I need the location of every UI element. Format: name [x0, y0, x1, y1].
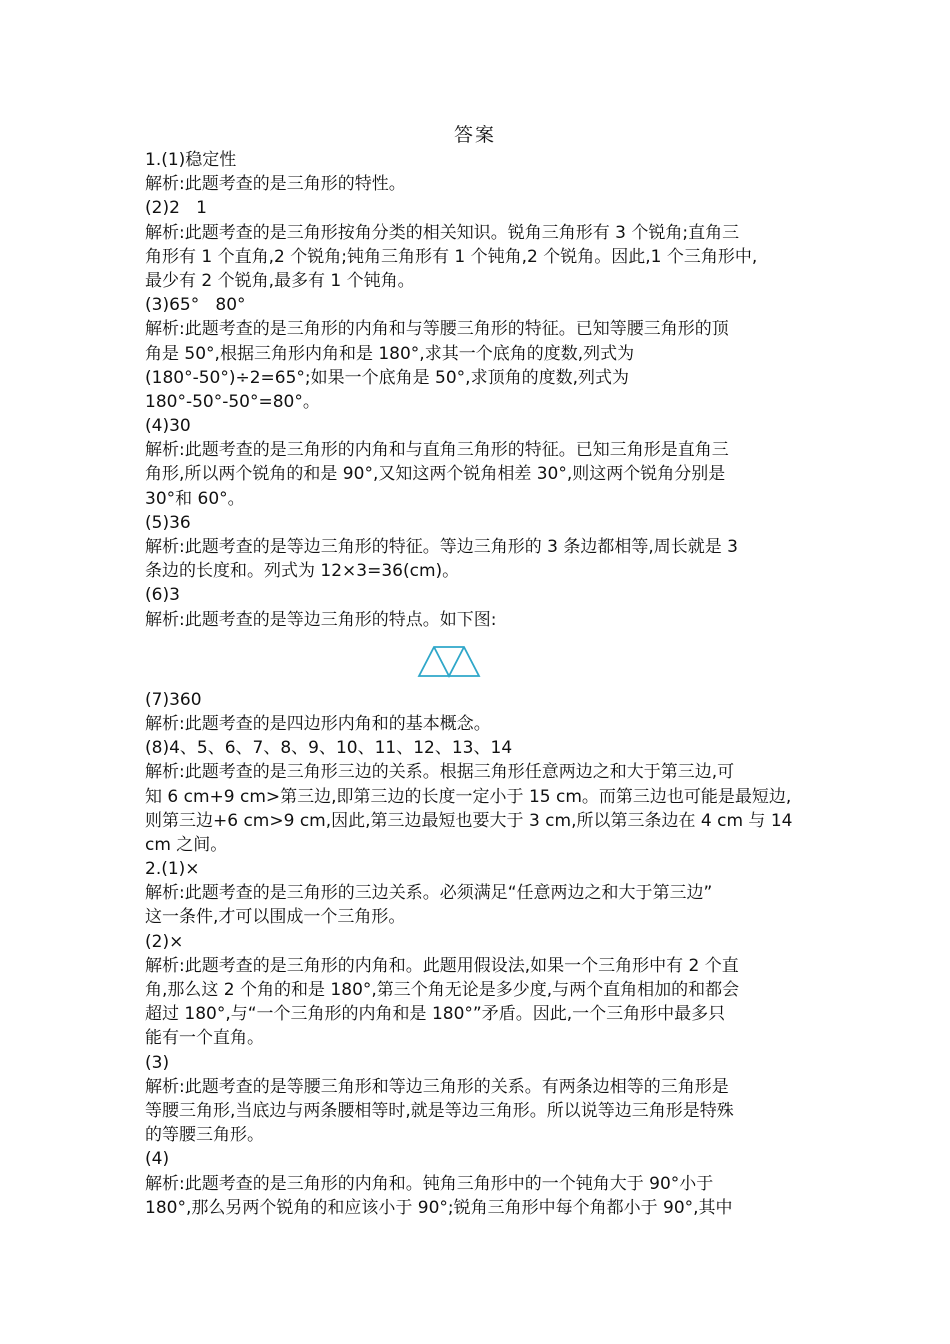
answer-line: 30°和 60°。: [145, 488, 245, 509]
answer-line: (3)65° 80°: [145, 295, 246, 316]
answer-line: 解析:此题考查的是三角形的特性。: [145, 174, 406, 195]
three-equilateral-triangles-figure: [417, 644, 481, 678]
answer-line: 解析:此题考查的是四边形内角和的基本概念。: [145, 713, 491, 734]
inner-triangle-lines: [434, 647, 464, 676]
answer-line: 能有一个直角。: [145, 1028, 264, 1049]
answer-line: 这一条件,才可以围成一个三角形。: [145, 907, 406, 928]
answer-line: 解析:此题考查的是等边三角形的特点。如下图:: [145, 609, 497, 630]
answer-line: (3): [145, 1052, 170, 1073]
answer-line: (2)×: [145, 931, 184, 952]
answer-line: 则第三边+6 cm>9 cm,因此,第三边最短也要大于 3 cm,所以第三条边在 4 cm 与 14: [145, 810, 793, 831]
answer-line: 解析:此题考查的是等边三角形的特征。等边三角形的 3 条边都相等,周长就是 3: [145, 537, 738, 557]
answer-line: 解析:此题考查的是三角形的内角和。此题用假设法,如果一个三角形中有 2 个直: [145, 955, 739, 976]
trapezoid-outline: [419, 647, 479, 676]
answer-line: (6)3: [145, 585, 180, 606]
answer-line: 1.(1)稳定性: [145, 150, 237, 170]
answer-line: 的等腰三角形。: [145, 1125, 264, 1146]
answer-line: 知 6 cm+9 cm>第三边,即第三边的长度一定小于 15 cm。而第三边也可能是最短边,: [145, 786, 792, 807]
answer-line: 2.(1)×: [145, 859, 200, 880]
answer-line: (8)4、5、6、7、8、9、10、11、12、13、14: [145, 738, 513, 759]
answer-line: 解析:此题考查的是三角形的内角和与等腰三角形的特征。已知等腰三角形的顶: [145, 319, 729, 340]
answer-line: 解析:此题考查的是三角形的内角和。钝角三角形中的一个钝角大于 90°小于: [145, 1173, 714, 1194]
answer-line: 角是 50°,根据三角形内角和是 180°,求其一个底角的度数,列式为: [145, 343, 635, 364]
answer-line: 角形,所以两个锐角的和是 90°,又知这两个锐角相差 30°,则这两个锐角分别是: [145, 464, 726, 485]
answer-line: (7)360: [145, 689, 202, 710]
answer-line: 最少有 2 个锐角,最多有 1 个钝角。: [145, 270, 415, 291]
answer-line: (4): [145, 1149, 170, 1170]
answer-line: (2)2 1: [145, 198, 207, 219]
answer-line: 解析:此题考查的是三角形按角分类的相关知识。锐角三角形有 3 个锐角;直角三: [145, 222, 740, 243]
answer-line: (180°-50°)÷2=65°;如果一个底角是 50°,求顶角的度数,列式为: [145, 367, 629, 388]
answer-line: 解析:此题考查的是三角形的内角和与直角三角形的特征。已知三角形是直角三: [145, 440, 729, 461]
answer-line: 解析:此题考查的是等腰三角形和等边三角形的关系。有两条边相等的三角形是: [145, 1076, 729, 1097]
answer-lines-part2: [145, 688, 810, 1220]
answer-line: 等腰三角形,当底边与两条腰相等时,就是等边三角形。所以说等边三角形是特殊: [145, 1100, 734, 1121]
answer-line: 超过 180°,与“一个三角形的内角和是 180°”矛盾。因此,一个三角形中最多只: [145, 1004, 726, 1025]
answer-line: 角,那么这 2 个角的和是 180°,第三个角无论是多少度,与两个直角相加的和都会: [145, 980, 740, 1000]
answer-line: 180°,那么另两个锐角的和应该小于 90°;锐角三角形中每个角都小于 90°,其中: [145, 1197, 733, 1218]
answer-line: (5)36: [145, 512, 191, 533]
answer-line: cm 之间。: [145, 834, 228, 855]
answer-content: [145, 148, 810, 1220]
triangle-figure: [145, 632, 810, 688]
answer-line: (4)30: [145, 416, 191, 437]
answer-line: 180°-50°-50°=80°。: [145, 391, 320, 412]
answer-lines-part1: [145, 148, 810, 632]
answer-line: 解析:此题考查的是三角形三边的关系。根据三角形任意两边之和大于第三边,可: [145, 762, 735, 783]
answer-line: 角形有 1 个直角,2 个锐角;钝角三角形有 1 个钝角,2 个锐角。因此,1 个三角形中,: [145, 246, 758, 267]
answer-line: 解析:此题考查的是三角形的三边关系。必须满足“任意两边之和大于第三边”: [145, 883, 713, 904]
page-title: 答案: [453, 124, 496, 146]
answer-line: 条边的长度和。列式为 12×3=36(cm)。: [145, 561, 460, 582]
